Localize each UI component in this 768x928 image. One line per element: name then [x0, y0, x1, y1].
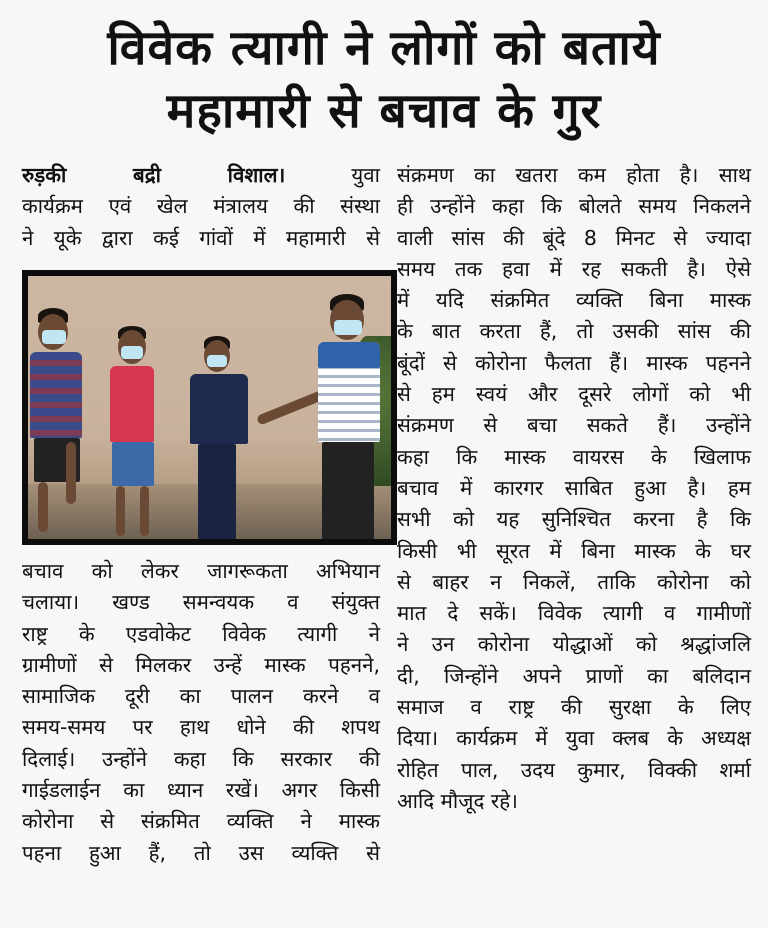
article-line: में यदि संक्रमित व्यक्ति बिना मास्क: [397, 288, 751, 313]
article-column-left-bottom: [22, 556, 380, 869]
article-line: कार्यक्रम एवं खेल मंत्रालय की संस्था: [22, 194, 380, 219]
article-line: समाज व राष्ट्र की सुरक्षा के लिए: [397, 695, 751, 720]
photo-scene: [28, 276, 391, 539]
headline-line-2: महामारी से बचाव के गुर: [166, 83, 602, 139]
article-line: रोहित पाल, उदय कुमार, विक्की शर्मा: [397, 757, 751, 782]
article-line: सभी को यह सुनिश्चित करना है कि: [397, 507, 751, 532]
article-line: गाईडलाईन का ध्यान रखें। अगर किसी: [22, 778, 380, 803]
article-line: मात दे सकें। विवेक त्यागी व गामीणों: [397, 601, 751, 626]
headline: [0, 18, 768, 144]
article-line: से हम स्वयं और दूसरे लोगों को भी: [397, 382, 751, 407]
article-text: युवा: [285, 163, 380, 187]
article-line: सामाजिक दूरी का पालन करने व: [22, 684, 380, 709]
article-line: [22, 160, 380, 191]
article-line: ने यूके द्वारा कई गांवों में महामारी से: [22, 225, 380, 250]
article-line: दिया। कार्यक्रम में युवा क्लब के अध्यक्ष: [397, 726, 751, 751]
article-line: संक्रमण का खतरा कम होता है। साथ: [397, 163, 751, 187]
article-column-right: [397, 160, 751, 817]
person-figure: [252, 294, 382, 539]
article-line: के बात करता हैं, तो उसकी सांस की: [397, 319, 751, 344]
headline-line-1: विवेक त्यागी ने लोगों को बताये: [107, 20, 661, 76]
article-line: ग्रामीणों से मिलकर उन्हें मास्क पहनने,: [22, 652, 380, 677]
byline: रुड़की बद्री विशाल।: [22, 163, 286, 187]
article-line: दिलाई। उन्होंने कहा कि सरकार की: [22, 746, 380, 771]
article-line: बचाव को लेकर जागरूकता अभियान: [22, 559, 380, 583]
article-line: बूंदों से कोरोना फैलता हैं। मास्क पहनने: [397, 350, 751, 375]
person-figure: [30, 308, 90, 538]
person-figure: [106, 326, 176, 539]
article-line: पहना हुआ हैं, तो उस व्यक्ति से: [22, 840, 380, 865]
article-line: बचाव में कारगर साबित हुआ है। हम: [397, 475, 751, 500]
article-line: संक्रमण से बचा सकते हैं। उन्होंने: [397, 413, 751, 438]
article-line: समय तक हवा में रह सकती है। ऐसे: [397, 256, 751, 281]
article-line: दी, जिन्होंने अपने प्राणों का बलिदान: [397, 663, 751, 688]
article-line: समय-समय पर हाथ धोने की शपथ: [22, 715, 380, 740]
article-line: ही उन्होंने कहा कि बोलते समय निकलने: [397, 194, 751, 219]
article-line: किसी भी सूरत में बिना मास्क के घर: [397, 538, 751, 563]
article-line: ने उन कोरोना योद्धाओं को श्रद्धांजलि: [397, 632, 751, 657]
article-column-left-top: [22, 160, 380, 254]
article-line: कोरोना से संक्रमित व्यक्ति ने मास्क: [22, 809, 380, 834]
news-photo: [22, 270, 397, 545]
person-figure: [186, 336, 252, 539]
article-line: राष्ट्र के एडवोकेट विवेक त्यागी ने: [22, 621, 380, 646]
article-line: आदि मौजूद रहे।: [397, 788, 518, 813]
article-line: वाली सांस की बूंदे 8 मिनट से ज्यादा: [397, 225, 751, 250]
article-line: से बाहर न निकलें, ताकि कोरोना को: [397, 569, 751, 594]
article-line: कहा कि मास्क वायरस के खिलाफ: [397, 444, 751, 469]
article-line: चलाया। खण्ड समन्वयक व संयुक्त: [22, 590, 380, 615]
